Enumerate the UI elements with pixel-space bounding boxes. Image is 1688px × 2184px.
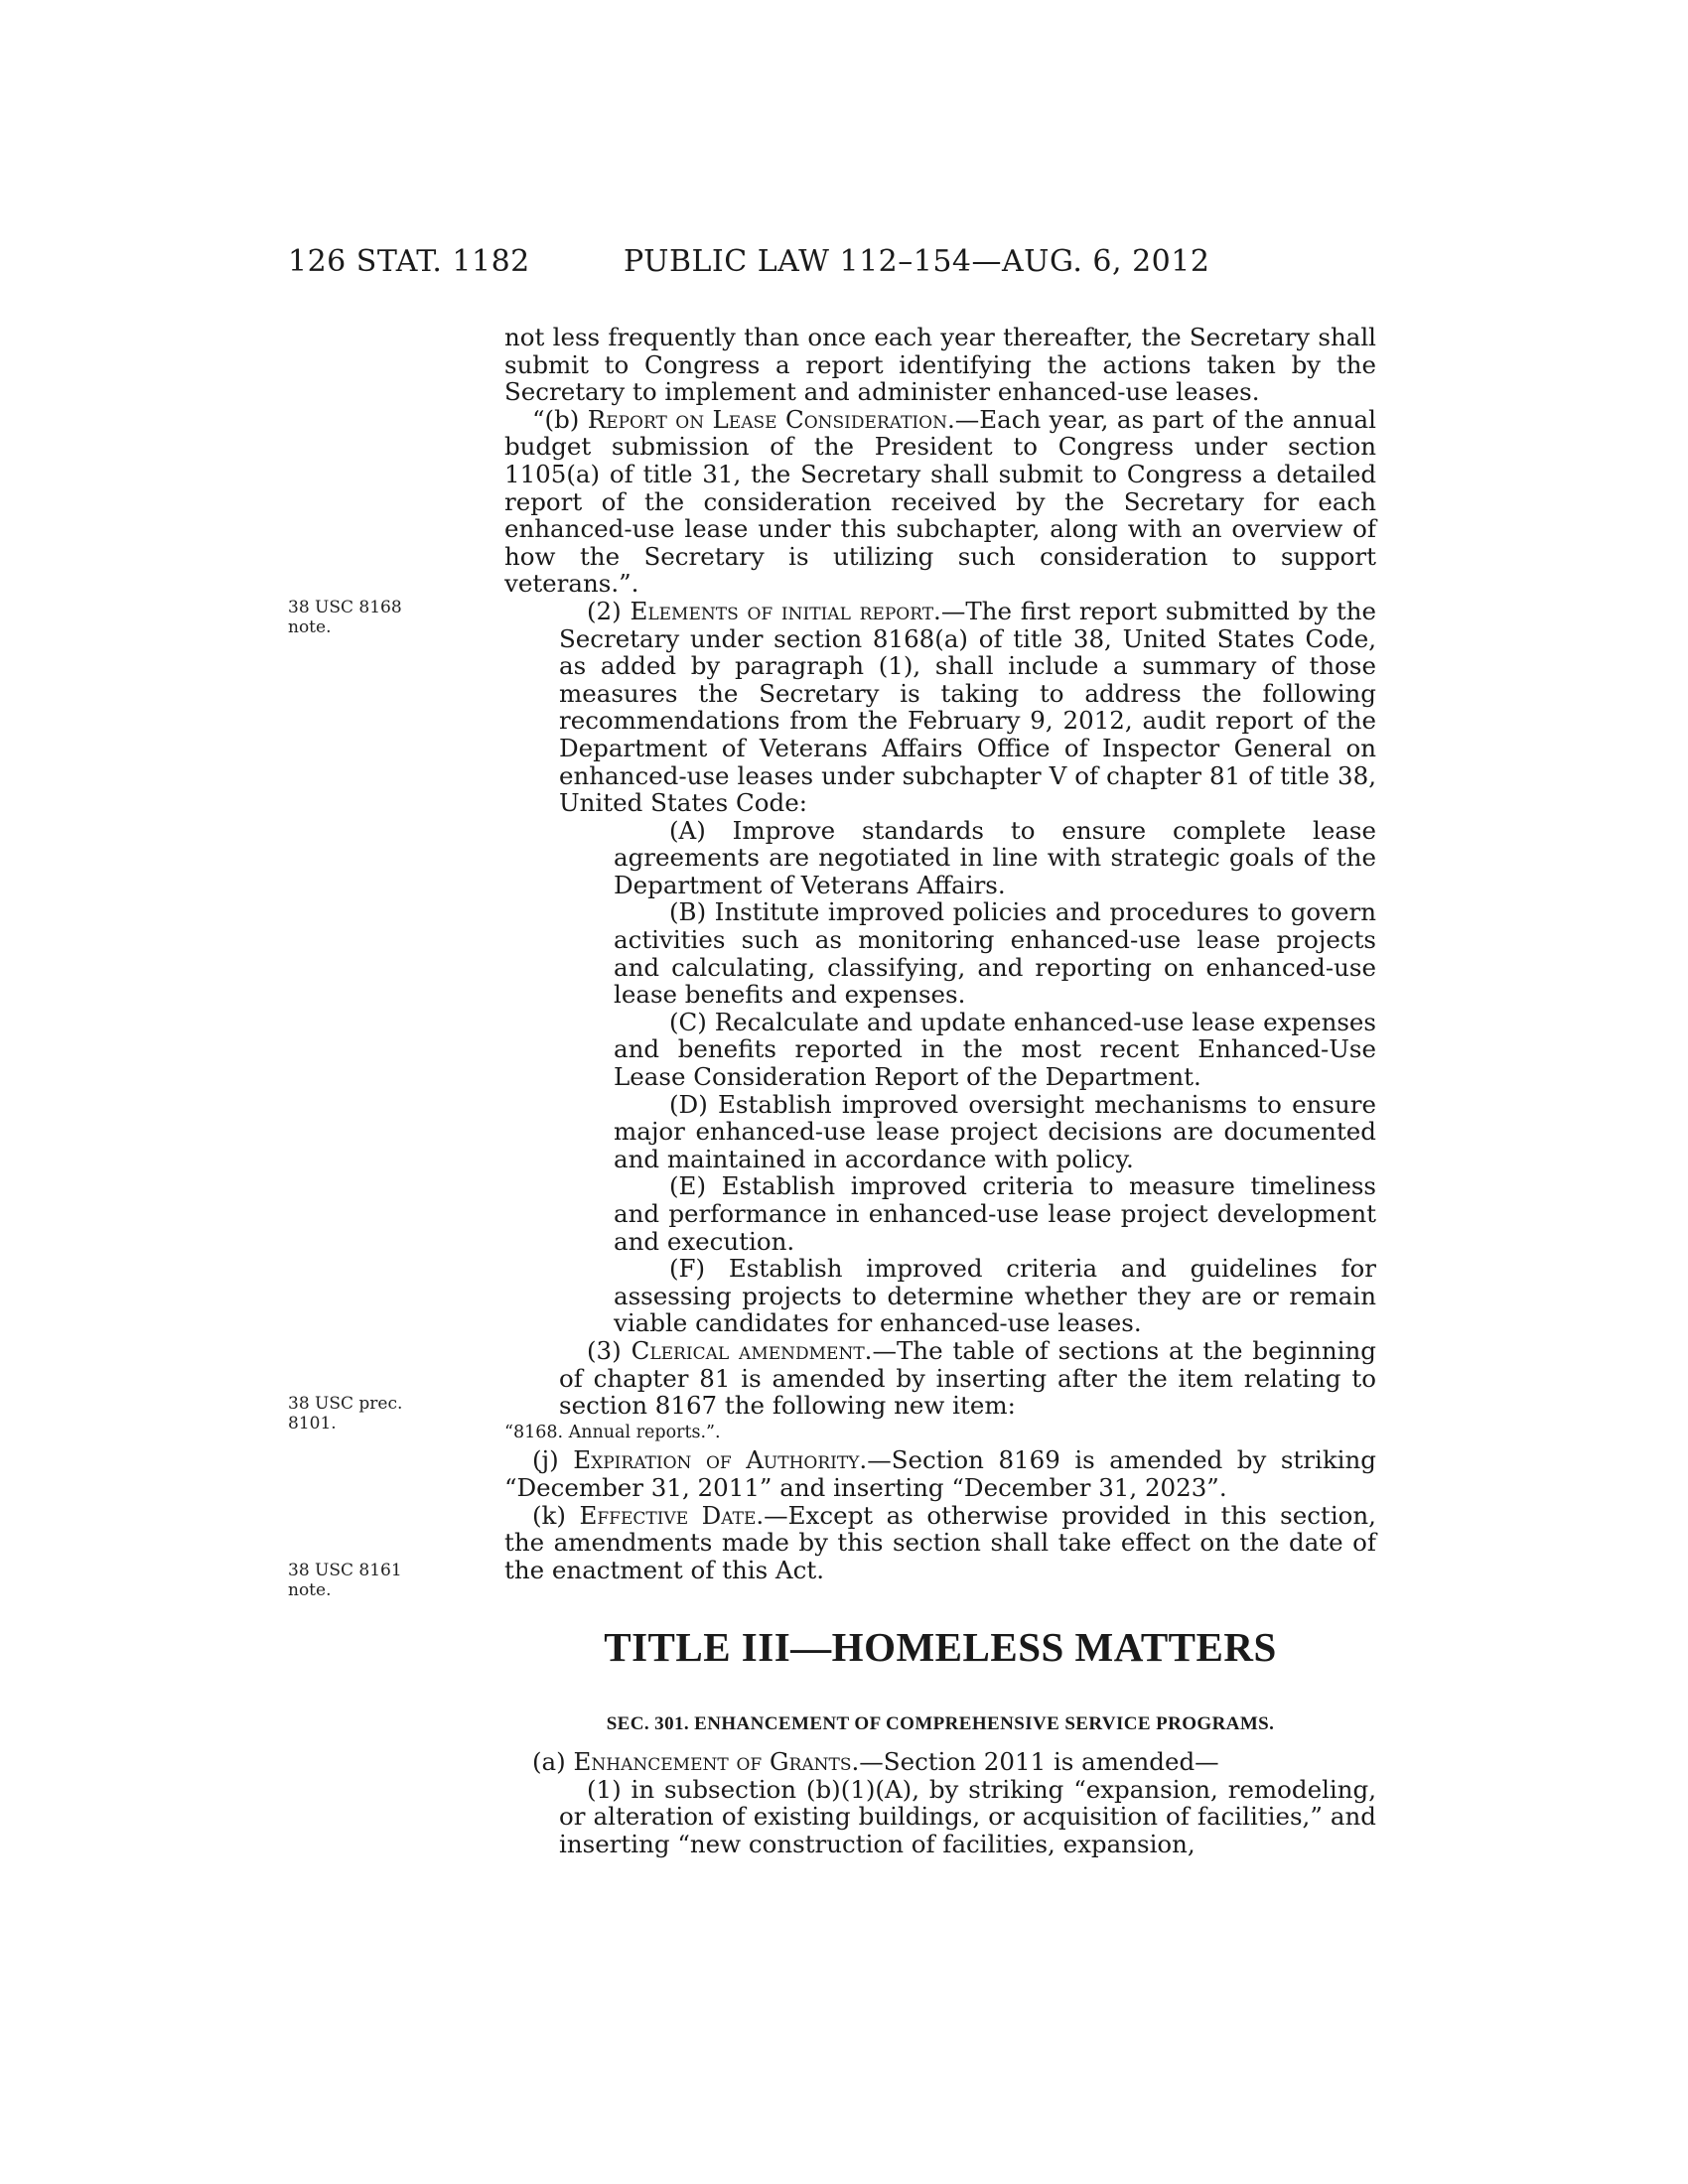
page-header — [288, 244, 1370, 294]
title-heading: TITLE III—HOMELESS MATTERS — [604, 1624, 1277, 1671]
paragraph-label: (k) — [532, 1500, 580, 1530]
paragraph-2-elements-of-initial-report — [504, 598, 1376, 817]
paragraph-label: (3) — [587, 1335, 632, 1365]
paragraph-text: .—Section 8169 is amended by striking “December 31, 2011” and inserting “December 31, 2023”. — [504, 1445, 1376, 1502]
subparagraph-e: (E) Establish improved criteria to measure timeliness and performance in enhanced-use lease project development and execution. — [614, 1171, 1376, 1256]
paragraph-text: .—The first report submitted by the Secretary under section 8168(a) of title 38, United States Code, as added by paragraph (1), shall include a summary of those measures the Secretary is taking to address the following recommendations from the February 9, 2012, audit report of the Department of Veterans Affairs Office of Inspector General on enhanced-use leases under subchapter V of chapter 81 of title 38, United States Code: — [559, 596, 1376, 818]
paragraph-3-clerical-amendment — [504, 1337, 1376, 1420]
paragraph-continuation: not less frequently than once each year thereafter, the Secretary shall submit to Congress a report identifying the actions taken by the Secretary to implement and administer enhanced-use leases. — [504, 323, 1376, 407]
paragraph-heading: Report on Lease Consideration — [587, 404, 947, 434]
subparagraph-c: (C) Recalculate and update enhanced-use lease expenses and benefits reported in the most recent Enhanced-Use Lease Consideration Report of the Department. — [614, 1007, 1376, 1092]
paragraph-text: .—Except as otherwise provided in this section, the amendments made by this section shall take effect on the date of the enactment of this Act. — [504, 1500, 1376, 1584]
subsection-k-effective-date — [504, 1502, 1376, 1584]
margin-note-8161: 38 USC 8161 note. — [288, 1561, 402, 1600]
paragraph-text: .—The table of sections at the beginning of chapter 81 is amended by inserting after the item relating to section 8167 the following new item: — [559, 1335, 1376, 1421]
subparagraph-f: (F) Establish improved criteria and guidelines for assessing projects to determine whether they are or remain viable candidates for enhanced-use leases. — [614, 1254, 1376, 1338]
paragraph-1-subsection-b1a: (1) in subsection (b)(1)(A), by striking “expansion, remodeling, or alteration of existing buildings, or acquisition of facilities,” and inserting “new construction of facilities, expansion, — [559, 1774, 1376, 1858]
paragraph-text: .—Each year, as part of the annual budget submission of the President to Congress under section 1105(a) of title 31, the Secretary shall submit to Congress a detailed report of the consideration received by the Secretary for each enhanced-use lease under this subchapter, along with an overview of how the Secretary is utilizing such consideration to support veterans.”. — [504, 404, 1376, 599]
paragraph-heading: Elements of initial report — [630, 596, 934, 625]
subsection-a-enhancement-of-grants — [504, 1748, 1376, 1776]
paragraph-heading: Enhancement of Grants — [573, 1746, 852, 1776]
section-heading: SEC. 301. ENHANCEMENT OF COMPREHENSIVE SERVICE PROGRAMS. — [606, 1713, 1275, 1735]
subparagraph-d: (D) Establish improved oversight mechanisms to ensure major enhanced-use lease project decisions are documented and maintained in accordance with policy. — [614, 1089, 1376, 1173]
paragraph-label: (2) — [587, 596, 631, 625]
margin-note-prec-8101: 38 USC prec. 8101. — [288, 1394, 403, 1433]
paragraph-label: (a) — [532, 1746, 574, 1776]
paragraph-label: (j) — [532, 1445, 574, 1475]
paragraph-label: “(b) — [532, 404, 588, 434]
subparagraph-b: (B) Institute improved policies and procedures to govern activities such as monitoring enhanced-use lease projects and calculating, classifying, and reporting on enhanced-use lease benefits and expenses. — [614, 897, 1376, 1010]
paragraph-heading: Effective Date — [579, 1500, 757, 1530]
paragraph-heading: Clerical amendment — [631, 1335, 865, 1365]
public-law-citation: PUBLIC LAW 112–154—AUG. 6, 2012 — [624, 244, 1210, 279]
subsection-j-expiration-of-authority — [504, 1446, 1376, 1501]
table-of-sections-item: “8168. Annual reports.”. — [504, 1422, 721, 1442]
paragraph-heading: Expiration of Authority — [573, 1445, 860, 1475]
paragraph-b-report-on-lease-consideration — [504, 406, 1376, 598]
stat-page-number: 126 STAT. 1182 — [288, 244, 530, 279]
margin-note-8168: 38 USC 8168 note. — [288, 598, 402, 637]
document-body — [504, 324, 1376, 1857]
subparagraph-a: (A) Improve standards to ensure complete lease agreements are negotiated in line with strategic goals of the Department of Veterans Affairs. — [614, 815, 1376, 899]
paragraph-text: .—Section 2011 is amended— — [851, 1746, 1219, 1776]
